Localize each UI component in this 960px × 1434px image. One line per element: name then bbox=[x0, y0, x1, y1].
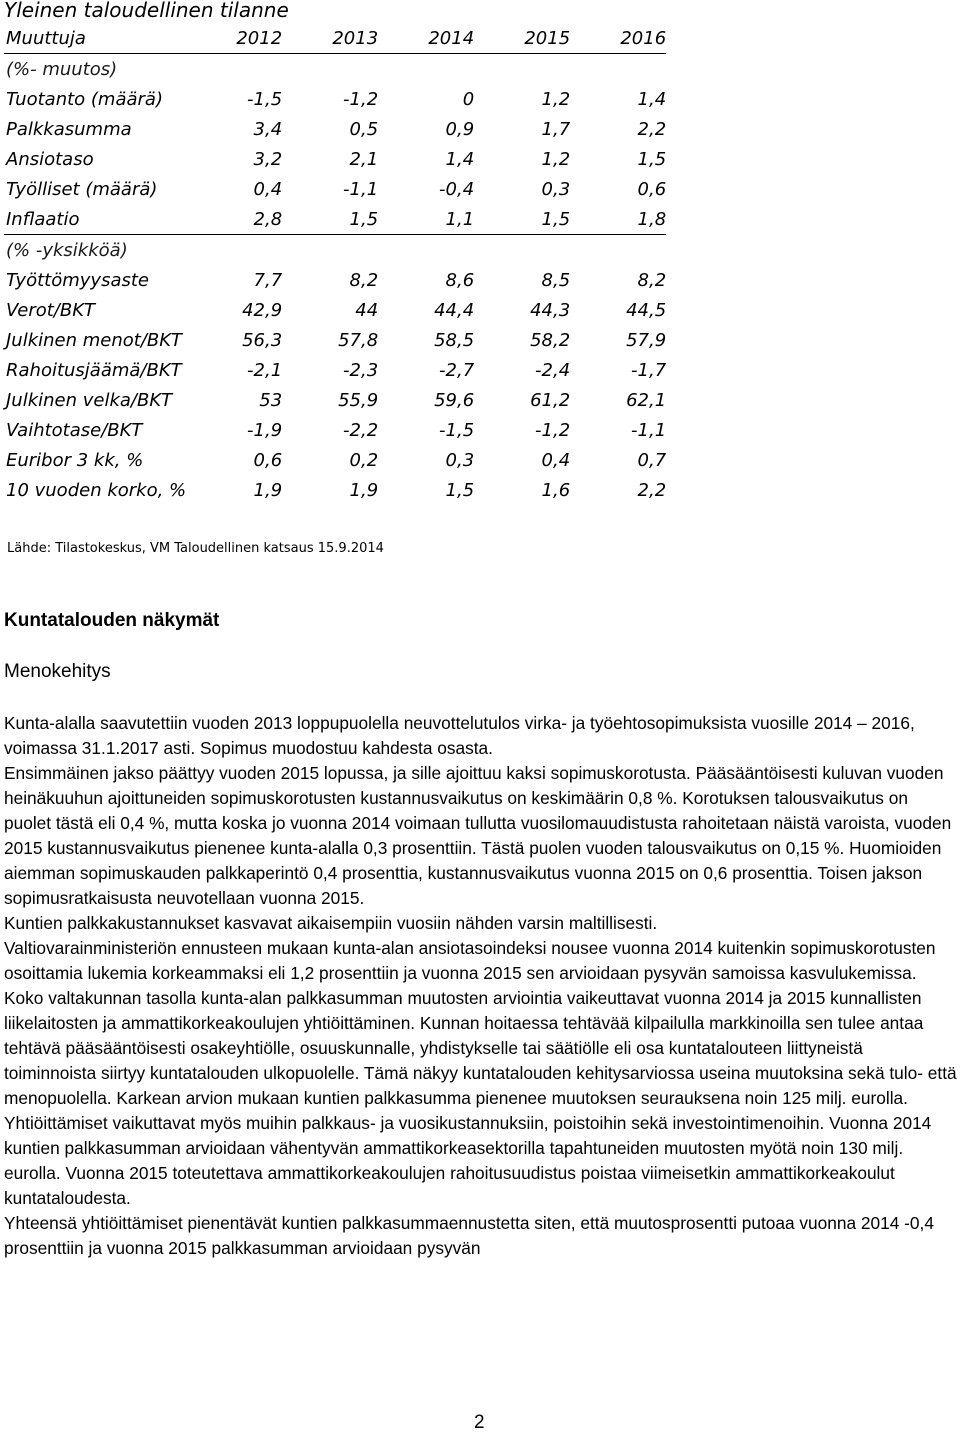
table-cell: 3,2 bbox=[253, 148, 283, 170]
paragraph: Ensimmäinen jakso päättyy vuoden 2015 lopussa, ja sille ajoittuu kaksi sopimuskorotusta. Pääsääntöisesti kuluvan vuoden heinäkuuhun ajoittuneiden sopimuskorotusten kustannusvaikutus on keskimäärin 0,8 %. Korotuksen talousvaikutus on puolet tästä eli 0,4 %, mutta koska jo vuonna 2014 voimaan tullutta vuosilomauudistusta rahoitetaan näistä varoista, vuoden 2015 kustannusvaikutus pienenee kunta-alalla 0,3 prosenttiin. Tästä puolen vuoden talousvaikutus on 0,15 %. Huomioiden aiemman sopimuskauden palkkaperintö 0,4 prosenttia, kustannusvaikutus vuonna 2015 on 0,6 prosenttia. Toisen jakson sopimusratkaisusta neuvotellaan vuonna 2015. bbox=[4, 763, 952, 908]
page-heading: Yleinen taloudellinen tilanne bbox=[4, 0, 289, 22]
section-label-percentage-points: (% -yksikköä) bbox=[6, 239, 128, 261]
row-label: Työlliset (määrä) bbox=[6, 178, 158, 200]
table-cell: 2,8 bbox=[186, 204, 282, 235]
paragraph: Kuntien palkkakustannukset kasvavat aikaisempiin vuosiin nähden varsin maltillisesti. bbox=[4, 913, 658, 933]
table-cell: 1,8 bbox=[570, 204, 666, 235]
table-cell: 2,1 bbox=[349, 148, 379, 170]
paragraph: Valtiovarainministeriön ennusteen mukaan kunta-alan ansiotasoindeksi nousee vuonna 2014 kuitenkin sopimuskorotusten osoittamia lukemia korkeammaksi eli 1,2 prosenttiin ja vuonna 2015 sen arvioidaan pysyvän samoissa kasvulukemissa. bbox=[4, 938, 936, 983]
table-cell: 0,6 bbox=[637, 178, 667, 200]
source-note: Lähde: Tilastokeskus, VM Taloudellinen katsaus 15.9.2014 bbox=[7, 541, 384, 556]
table-row bbox=[4, 265, 666, 295]
table-row bbox=[4, 114, 666, 144]
header-cell-year: 2014 bbox=[378, 23, 474, 54]
header-cell-year: 2016 bbox=[570, 23, 666, 54]
table-cell: 8,2 bbox=[637, 269, 667, 291]
table-cell: 44,3 bbox=[530, 299, 571, 321]
table-cell: 0 bbox=[462, 88, 475, 110]
table-cell: 0,4 bbox=[253, 178, 283, 200]
table-cell: 58,2 bbox=[530, 329, 571, 351]
row-label: Vaihtotase/BKT bbox=[6, 419, 143, 441]
table-cell: 7,7 bbox=[253, 269, 283, 291]
table-cell: 1,6 bbox=[541, 479, 571, 501]
table-cell: 0,7 bbox=[637, 449, 667, 471]
table-cell: 1,9 bbox=[349, 479, 379, 501]
table-cell: -2,7 bbox=[439, 359, 475, 381]
row-label: Julkinen menot/BKT bbox=[6, 329, 183, 351]
table-row bbox=[4, 385, 666, 415]
table-cell: 1,4 bbox=[637, 88, 667, 110]
table-cell: 0,2 bbox=[349, 449, 379, 471]
table-cell: 8,6 bbox=[445, 269, 475, 291]
table-cell: 57,9 bbox=[626, 329, 667, 351]
row-label: Inflaatio bbox=[4, 204, 186, 235]
table-cell: 56,3 bbox=[242, 329, 283, 351]
table-row bbox=[4, 84, 666, 114]
table-cell: -1,2 bbox=[535, 419, 571, 441]
section-label-percent-change: (%- muutos) bbox=[6, 58, 118, 80]
row-label: Rahoitusjäämä/BKT bbox=[6, 359, 182, 381]
table-section-row bbox=[4, 235, 666, 266]
table-cell: -1,7 bbox=[631, 359, 667, 381]
table-cell: 1,2 bbox=[541, 88, 571, 110]
header-cell-variable: Muuttuja bbox=[4, 23, 186, 54]
subsection-title: Menokehitys bbox=[4, 661, 111, 682]
table-row bbox=[4, 325, 666, 355]
table-cell: 1,7 bbox=[541, 118, 571, 140]
table-cell: 57,8 bbox=[338, 329, 379, 351]
table-row bbox=[4, 475, 666, 505]
table-cell: -1,5 bbox=[247, 88, 283, 110]
table-cell: -2,3 bbox=[343, 359, 379, 381]
table-cell: 53 bbox=[259, 389, 283, 411]
paragraph: Yhteensä yhtiöittämiset pienentävät kuntien palkkasummaennustetta siten, että muutosprosentti putoaa vuonna 2014 -0,4 prosenttiin ja vuonna 2015 palkkasumman arvioidaan pysyvän bbox=[4, 1213, 934, 1258]
paragraph: Kunta-alalla saavutettiin vuoden 2013 loppupuolella neuvottelutulos virka- ja työehtosopimuksista vuosille 2014 – 2016, voimassa 31.1.2017 asti. Sopimus muodostuu kahdesta osasta. bbox=[4, 713, 915, 758]
table-cell: 0,3 bbox=[541, 178, 571, 200]
table-cell: 1,5 bbox=[637, 148, 667, 170]
table-row bbox=[4, 204, 666, 235]
table-cell: 61,2 bbox=[530, 389, 571, 411]
table-row bbox=[4, 445, 666, 475]
page-number: 2 bbox=[474, 1412, 485, 1433]
table-cell: 62,1 bbox=[626, 389, 667, 411]
table-cell: 8,2 bbox=[349, 269, 379, 291]
table-header-row bbox=[4, 23, 666, 54]
row-label: Euribor 3 kk, % bbox=[6, 449, 144, 471]
table-cell: -1,2 bbox=[343, 88, 379, 110]
table-row bbox=[4, 174, 666, 204]
table-cell: -2,1 bbox=[247, 359, 283, 381]
table-cell: -1,5 bbox=[439, 419, 475, 441]
body-text bbox=[4, 711, 959, 1261]
table-cell: -0,4 bbox=[439, 178, 475, 200]
section-title: Kuntatalouden näkymät bbox=[4, 610, 220, 631]
header-cell-year: 2013 bbox=[282, 23, 378, 54]
table-cell: 59,6 bbox=[434, 389, 475, 411]
table-cell: 1,5 bbox=[445, 479, 475, 501]
row-label: Tuotanto (määrä) bbox=[6, 88, 163, 110]
table-row bbox=[4, 355, 666, 385]
table-cell: -2,4 bbox=[535, 359, 571, 381]
table-cell: 55,9 bbox=[338, 389, 379, 411]
header-cell-year: 2015 bbox=[474, 23, 570, 54]
header-cell-year: 2012 bbox=[186, 23, 282, 54]
table-cell: 2,2 bbox=[637, 118, 667, 140]
row-label: Julkinen velka/BKT bbox=[6, 389, 173, 411]
table-cell: 42,9 bbox=[242, 299, 283, 321]
table-section-row bbox=[4, 54, 666, 85]
table-row bbox=[4, 295, 666, 325]
table-cell: 1,2 bbox=[541, 148, 571, 170]
table-cell: 44,5 bbox=[626, 299, 667, 321]
row-label: Ansiotaso bbox=[6, 148, 94, 170]
economic-indicators-table bbox=[4, 23, 666, 505]
table-cell: 1,5 bbox=[282, 204, 378, 235]
table-row bbox=[4, 144, 666, 174]
row-label: 10 vuoden korko, % bbox=[6, 479, 187, 501]
row-label: Työttömyysaste bbox=[6, 269, 149, 291]
table-cell: 0,9 bbox=[445, 118, 475, 140]
table-cell: 1,1 bbox=[378, 204, 474, 235]
table-cell: 1,9 bbox=[253, 479, 283, 501]
table-cell: 8,5 bbox=[541, 269, 571, 291]
table-cell: 44,4 bbox=[434, 299, 475, 321]
table-cell: 44 bbox=[355, 299, 379, 321]
table-cell: -1,9 bbox=[247, 419, 283, 441]
paragraph: Koko valtakunnan tasolla kunta-alan palkkasumman muutosten arviointia vaikeuttavat vuonna 2014 ja 2015 kunnallisten liikelaitosten ja ammattikorkeakoulujen yhtiöittäminen. Kunnan hoitaessa tehtävää kilpailulla markkinoilla sen tulee antaa tehtävä pääsääntöisesti osakeyhtiölle, osuuskunnalle, yhdistykselle tai säätiölle eli osa kuntatalouteen liittyneistä toiminnoista siirtyy kuntatalouden ulkopuolelle. Tämä näkyy kuntatalouden kehitysarviossa useina muutoksina sekä tulo- että menopuolella. Karkean arvion mukaan kuntien palkkasumma pienenee muutoksen seurauksena noin 125 milj. eurolla. Yhtiöittämiset vaikuttavat myös muihin palkkaus- ja vuosikustannuksiin, poistoihin sekä investointimenoihin. Vuonna 2014 kuntien palkkasumman arvioidaan vähentyvän ammattikorkeasektorilla tapahtuneiden muutosten myötä noin 130 milj. eurolla. Vuonna 2015 toteutettava ammattikorkeakoulujen rahoitusuudistus poistaa viimeisetkin ammattikorkeakoulut kuntataloudesta. bbox=[4, 988, 957, 1208]
table-cell: 0,6 bbox=[253, 449, 283, 471]
table-cell: 1,4 bbox=[445, 148, 475, 170]
table-cell: 58,5 bbox=[434, 329, 475, 351]
table-cell: 2,2 bbox=[637, 479, 667, 501]
table-cell: -1,1 bbox=[631, 419, 667, 441]
row-label: Palkkasumma bbox=[6, 118, 132, 140]
table-cell: 0,5 bbox=[349, 118, 379, 140]
table-cell: 1,5 bbox=[474, 204, 570, 235]
table-cell: 0,4 bbox=[541, 449, 571, 471]
row-label: Verot/BKT bbox=[6, 299, 96, 321]
table-cell: -1,1 bbox=[343, 178, 379, 200]
table-row bbox=[4, 415, 666, 445]
table-cell: 0,3 bbox=[445, 449, 475, 471]
table-cell: 3,4 bbox=[253, 118, 283, 140]
table-cell: -2,2 bbox=[343, 419, 379, 441]
